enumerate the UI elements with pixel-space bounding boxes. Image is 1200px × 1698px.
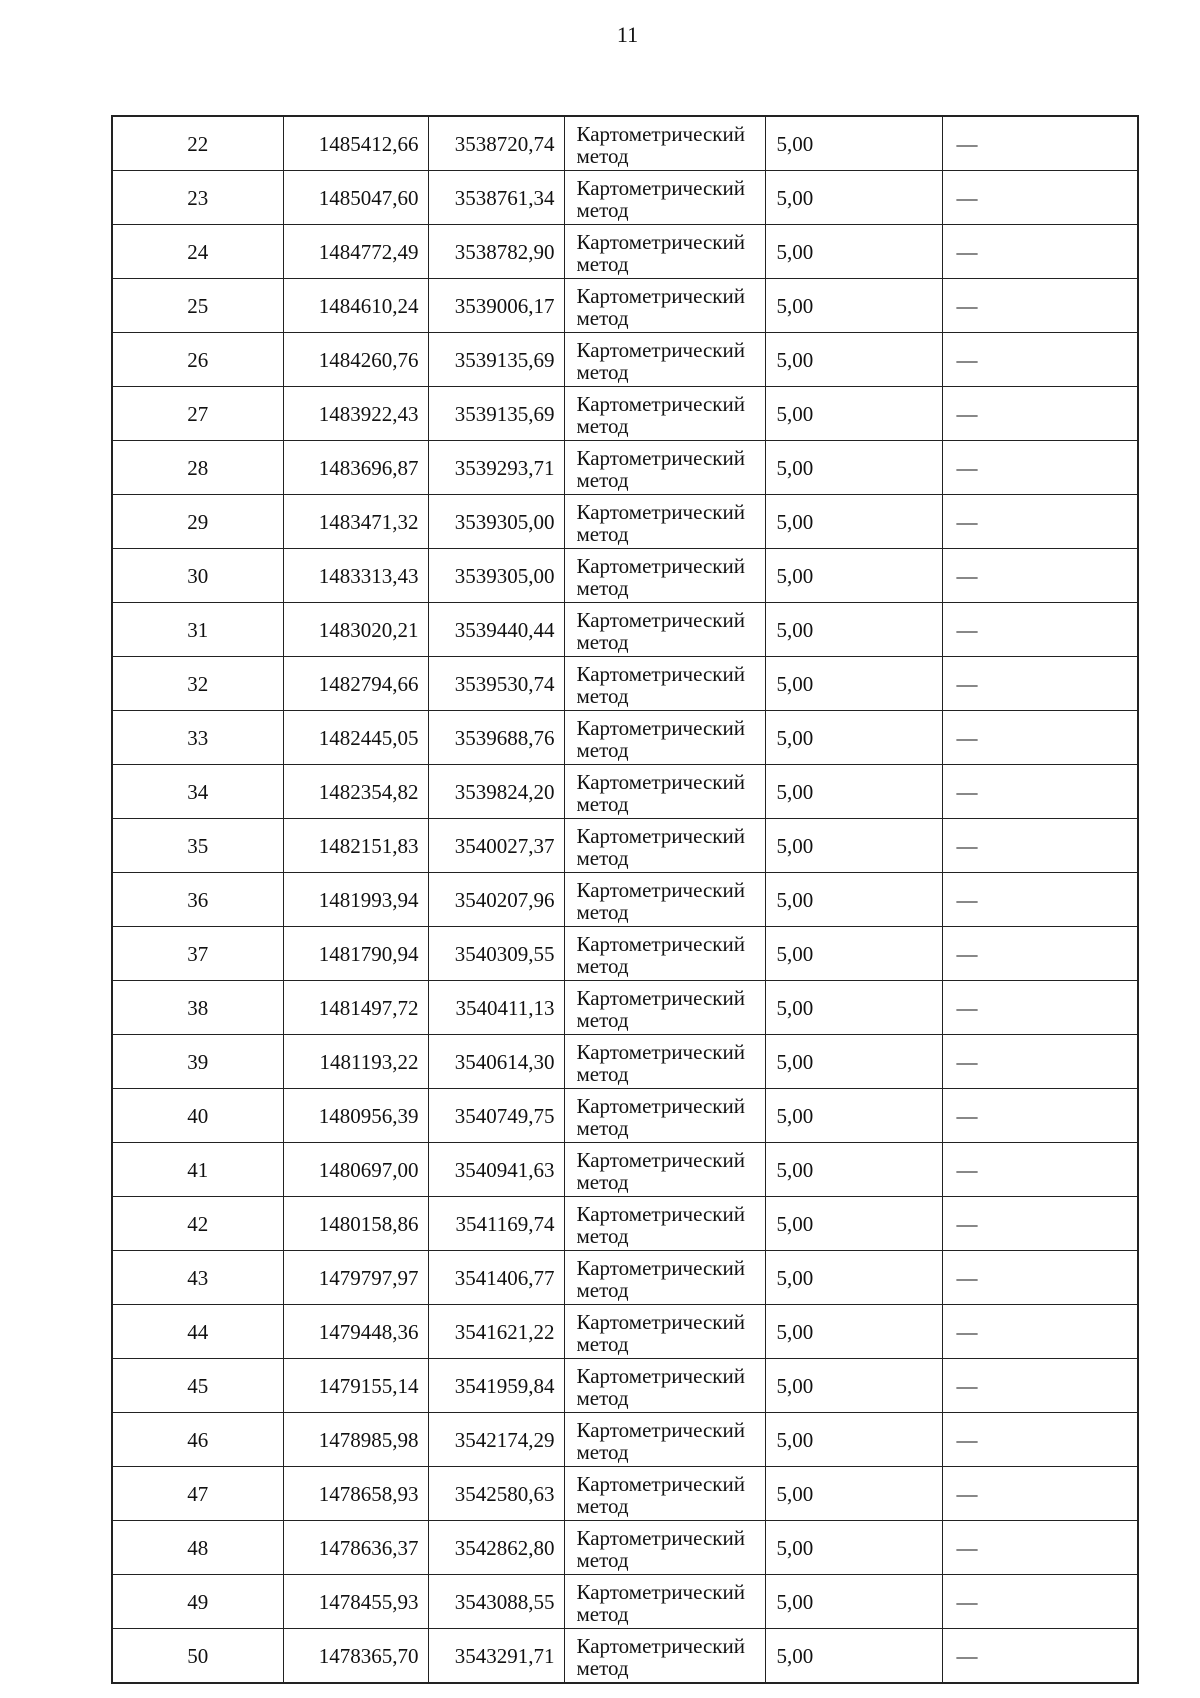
accuracy: 5,00 [765, 1359, 942, 1413]
table-row [112, 1143, 1138, 1197]
coordinate-y: 3538761,34 [428, 171, 564, 225]
note-dash: — [942, 1089, 1138, 1143]
point-number: 27 [112, 387, 283, 441]
table-row [112, 1035, 1138, 1089]
coordinate-y: 3542862,80 [428, 1521, 564, 1575]
point-number: 41 [112, 1143, 283, 1197]
coordinate-y: 3543088,55 [428, 1575, 564, 1629]
method-line-2: метод [576, 1601, 629, 1626]
accuracy: 5,00 [765, 765, 942, 819]
coordinate-x: 1482794,66 [283, 657, 428, 711]
method-line-1: Картометрический [576, 661, 745, 686]
accuracy: 5,00 [765, 981, 942, 1035]
point-number: 23 [112, 171, 283, 225]
point-number: 46 [112, 1413, 283, 1467]
method-line-2: метод [576, 1223, 629, 1248]
accuracy: 5,00 [765, 1197, 942, 1251]
note-dash: — [942, 1359, 1138, 1413]
accuracy: 5,00 [765, 333, 942, 387]
table-row [112, 116, 1138, 171]
coordinate-x: 1481497,72 [283, 981, 428, 1035]
table-row [112, 279, 1138, 333]
method-line-2: метод [576, 791, 629, 816]
method-cell [564, 1089, 765, 1143]
method-cell [564, 657, 765, 711]
coordinate-y: 3543291,71 [428, 1629, 564, 1684]
coordinate-x: 1481193,22 [283, 1035, 428, 1089]
method-cell [564, 1521, 765, 1575]
method-line-1: Картометрический [576, 607, 745, 632]
coordinate-x: 1478658,93 [283, 1467, 428, 1521]
method-line-1: Картометрический [576, 823, 745, 848]
method-cell [564, 1251, 765, 1305]
note-dash: — [942, 171, 1138, 225]
method-line-2: метод [576, 1493, 629, 1518]
coordinate-y: 3540411,13 [428, 981, 564, 1035]
coordinate-x: 1481790,94 [283, 927, 428, 981]
coordinate-x: 1479797,97 [283, 1251, 428, 1305]
coordinate-x: 1481993,94 [283, 873, 428, 927]
table-row [112, 333, 1138, 387]
page-number: 11 [616, 22, 639, 47]
point-number: 44 [112, 1305, 283, 1359]
point-number: 38 [112, 981, 283, 1035]
coordinate-x: 1482354,82 [283, 765, 428, 819]
accuracy: 5,00 [765, 387, 942, 441]
accuracy: 5,00 [765, 1143, 942, 1197]
note-dash: — [942, 1035, 1138, 1089]
method-cell [564, 1359, 765, 1413]
coordinate-x: 1484772,49 [283, 225, 428, 279]
coordinates-table-body [112, 116, 1138, 1683]
point-number: 45 [112, 1359, 283, 1413]
method-line-2: метод [576, 197, 629, 222]
table-row [112, 387, 1138, 441]
method-line-2: метод [576, 1007, 629, 1032]
method-line-2: метод [576, 521, 629, 546]
coordinate-x: 1482445,05 [283, 711, 428, 765]
accuracy: 5,00 [765, 441, 942, 495]
method-cell [564, 1035, 765, 1089]
method-cell [564, 981, 765, 1035]
point-number: 24 [112, 225, 283, 279]
method-line-1: Картометрический [576, 877, 745, 902]
coordinate-y: 3539135,69 [428, 333, 564, 387]
coordinate-x: 1485412,66 [283, 116, 428, 171]
accuracy: 5,00 [765, 1575, 942, 1629]
point-number: 35 [112, 819, 283, 873]
note-dash: — [942, 225, 1138, 279]
point-number: 36 [112, 873, 283, 927]
coordinate-y: 3538782,90 [428, 225, 564, 279]
method-line-1: Картометрический [576, 337, 745, 362]
coordinate-x: 1479155,14 [283, 1359, 428, 1413]
coordinate-x: 1485047,60 [283, 171, 428, 225]
point-number: 40 [112, 1089, 283, 1143]
coordinate-y: 3540614,30 [428, 1035, 564, 1089]
coordinate-x: 1484260,76 [283, 333, 428, 387]
note-dash: — [942, 1305, 1138, 1359]
method-cell [564, 1413, 765, 1467]
note-dash: — [942, 765, 1138, 819]
coordinate-x: 1478636,37 [283, 1521, 428, 1575]
coordinate-y: 3539530,74 [428, 657, 564, 711]
accuracy: 5,00 [765, 225, 942, 279]
coordinate-y: 3541406,77 [428, 1251, 564, 1305]
method-line-1: Картометрический [576, 1039, 745, 1064]
method-cell [564, 549, 765, 603]
coordinate-y: 3542580,63 [428, 1467, 564, 1521]
table-row [112, 711, 1138, 765]
note-dash: — [942, 1521, 1138, 1575]
method-line-2: метод [576, 305, 629, 330]
point-number: 42 [112, 1197, 283, 1251]
method-line-1: Картометрический [576, 1579, 745, 1604]
coordinate-x: 1480158,86 [283, 1197, 428, 1251]
method-line-2: метод [576, 683, 629, 708]
method-line-1: Картометрический [576, 175, 745, 200]
method-cell [564, 441, 765, 495]
coordinate-y: 3541621,22 [428, 1305, 564, 1359]
accuracy: 5,00 [765, 116, 942, 171]
coordinate-y: 3540941,63 [428, 1143, 564, 1197]
table-row [112, 1629, 1138, 1684]
method-line-1: Картометрический [576, 1363, 745, 1388]
coordinate-y: 3542174,29 [428, 1413, 564, 1467]
accuracy: 5,00 [765, 819, 942, 873]
method-cell [564, 333, 765, 387]
table-row [112, 1413, 1138, 1467]
method-line-1: Картометрический [576, 283, 745, 308]
method-line-2: метод [576, 1061, 629, 1086]
point-number: 37 [112, 927, 283, 981]
method-line-1: Картометрический [576, 715, 745, 740]
method-line-1: Картометрический [576, 391, 745, 416]
point-number: 26 [112, 333, 283, 387]
point-number: 32 [112, 657, 283, 711]
coordinate-x: 1479448,36 [283, 1305, 428, 1359]
method-cell [564, 711, 765, 765]
method-line-2: метод [576, 953, 629, 978]
method-line-1: Картометрический [576, 553, 745, 578]
point-number: 33 [112, 711, 283, 765]
point-number: 28 [112, 441, 283, 495]
method-line-1: Картометрический [576, 121, 745, 146]
table-row [112, 225, 1138, 279]
table-row [112, 171, 1138, 225]
table-row [112, 603, 1138, 657]
method-line-2: метод [576, 359, 629, 384]
method-line-1: Картометрический [576, 769, 745, 794]
method-cell [564, 279, 765, 333]
method-line-2: метод [576, 143, 629, 168]
point-number: 43 [112, 1251, 283, 1305]
coordinate-x: 1483471,32 [283, 495, 428, 549]
table-row [112, 1089, 1138, 1143]
accuracy: 5,00 [765, 171, 942, 225]
method-line-1: Картометрический [576, 1093, 745, 1118]
note-dash: — [942, 981, 1138, 1035]
accuracy: 5,00 [765, 279, 942, 333]
coordinate-y: 3541959,84 [428, 1359, 564, 1413]
coordinate-x: 1483922,43 [283, 387, 428, 441]
coordinate-y: 3541169,74 [428, 1197, 564, 1251]
method-line-2: метод [576, 1655, 629, 1680]
method-line-2: метод [576, 1115, 629, 1140]
method-line-1: Картометрический [576, 1309, 745, 1334]
note-dash: — [942, 711, 1138, 765]
coordinates-table [111, 115, 1139, 1684]
method-line-1: Картометрический [576, 931, 745, 956]
method-cell [564, 1629, 765, 1684]
point-number: 47 [112, 1467, 283, 1521]
accuracy: 5,00 [765, 1251, 942, 1305]
coordinate-y: 3539293,71 [428, 441, 564, 495]
accuracy: 5,00 [765, 549, 942, 603]
note-dash: — [942, 387, 1138, 441]
coordinate-y: 3539824,20 [428, 765, 564, 819]
coordinate-y: 3539688,76 [428, 711, 564, 765]
table-row [112, 1251, 1138, 1305]
note-dash: — [942, 603, 1138, 657]
note-dash: — [942, 1467, 1138, 1521]
coordinate-x: 1478985,98 [283, 1413, 428, 1467]
coordinate-y: 3539440,44 [428, 603, 564, 657]
method-cell [564, 116, 765, 171]
method-cell [564, 765, 765, 819]
method-line-2: метод [576, 467, 629, 492]
table-row [112, 981, 1138, 1035]
table-row [112, 549, 1138, 603]
method-line-2: метод [576, 1331, 629, 1356]
method-line-1: Картометрический [576, 1201, 745, 1226]
accuracy: 5,00 [765, 711, 942, 765]
coordinate-y: 3540027,37 [428, 819, 564, 873]
note-dash: — [942, 1197, 1138, 1251]
method-cell [564, 1197, 765, 1251]
coordinate-y: 3540309,55 [428, 927, 564, 981]
method-line-1: Картометрический [576, 1417, 745, 1442]
accuracy: 5,00 [765, 603, 942, 657]
method-cell [564, 387, 765, 441]
method-line-2: метод [576, 899, 629, 924]
method-cell [564, 1575, 765, 1629]
coordinate-x: 1484610,24 [283, 279, 428, 333]
note-dash: — [942, 441, 1138, 495]
table-row [112, 765, 1138, 819]
accuracy: 5,00 [765, 1305, 942, 1359]
coordinate-x: 1483313,43 [283, 549, 428, 603]
method-line-1: Картометрический [576, 1525, 745, 1550]
method-cell [564, 603, 765, 657]
table-row [112, 1575, 1138, 1629]
method-line-2: метод [576, 251, 629, 276]
note-dash: — [942, 927, 1138, 981]
table-row [112, 1197, 1138, 1251]
method-cell [564, 225, 765, 279]
table-row [112, 1467, 1138, 1521]
accuracy: 5,00 [765, 1521, 942, 1575]
point-number: 50 [112, 1629, 283, 1684]
note-dash: — [942, 819, 1138, 873]
method-cell [564, 1143, 765, 1197]
table-row [112, 1305, 1138, 1359]
method-line-2: метод [576, 1439, 629, 1464]
point-number: 34 [112, 765, 283, 819]
accuracy: 5,00 [765, 1467, 942, 1521]
accuracy: 5,00 [765, 873, 942, 927]
method-line-1: Картометрический [576, 445, 745, 470]
note-dash: — [942, 657, 1138, 711]
method-line-1: Картометрический [576, 499, 745, 524]
method-line-2: метод [576, 845, 629, 870]
method-line-2: метод [576, 1277, 629, 1302]
note-dash: — [942, 873, 1138, 927]
point-number: 48 [112, 1521, 283, 1575]
note-dash: — [942, 1413, 1138, 1467]
method-cell [564, 495, 765, 549]
point-number: 39 [112, 1035, 283, 1089]
method-line-1: Картометрический [576, 985, 745, 1010]
method-line-1: Картометрический [576, 1147, 745, 1172]
coordinate-x: 1478365,70 [283, 1629, 428, 1684]
method-cell [564, 1467, 765, 1521]
coordinate-x: 1482151,83 [283, 819, 428, 873]
coordinate-x: 1480697,00 [283, 1143, 428, 1197]
note-dash: — [942, 1251, 1138, 1305]
method-cell [564, 819, 765, 873]
point-number: 29 [112, 495, 283, 549]
accuracy: 5,00 [765, 1089, 942, 1143]
table-row [112, 495, 1138, 549]
note-dash: — [942, 549, 1138, 603]
coordinate-y: 3540749,75 [428, 1089, 564, 1143]
method-line-1: Картометрический [576, 1255, 745, 1280]
point-number: 49 [112, 1575, 283, 1629]
accuracy: 5,00 [765, 495, 942, 549]
point-number: 30 [112, 549, 283, 603]
note-dash: — [942, 1143, 1138, 1197]
table-row [112, 1521, 1138, 1575]
table-row [112, 873, 1138, 927]
table-row [112, 441, 1138, 495]
accuracy: 5,00 [765, 657, 942, 711]
note-dash: — [942, 116, 1138, 171]
method-line-2: метод [576, 575, 629, 600]
method-line-1: Картометрический [576, 1633, 745, 1658]
note-dash: — [942, 495, 1138, 549]
point-number: 25 [112, 279, 283, 333]
point-number: 31 [112, 603, 283, 657]
note-dash: — [942, 1629, 1138, 1684]
coordinate-x: 1478455,93 [283, 1575, 428, 1629]
table-row [112, 657, 1138, 711]
method-line-2: метод [576, 737, 629, 762]
accuracy: 5,00 [765, 927, 942, 981]
method-cell [564, 927, 765, 981]
coordinate-y: 3539006,17 [428, 279, 564, 333]
method-line-2: метод [576, 413, 629, 438]
table-row [112, 927, 1138, 981]
method-cell [564, 171, 765, 225]
note-dash: — [942, 333, 1138, 387]
accuracy: 5,00 [765, 1035, 942, 1089]
method-line-2: метод [576, 1169, 629, 1194]
coordinate-y: 3539305,00 [428, 549, 564, 603]
note-dash: — [942, 279, 1138, 333]
method-line-1: Картометрический [576, 1471, 745, 1496]
point-number: 22 [112, 116, 283, 171]
coordinate-y: 3539305,00 [428, 495, 564, 549]
coordinate-y: 3540207,96 [428, 873, 564, 927]
table-row [112, 819, 1138, 873]
coordinate-y: 3539135,69 [428, 387, 564, 441]
coordinate-x: 1483696,87 [283, 441, 428, 495]
method-cell [564, 873, 765, 927]
method-line-2: метод [576, 1385, 629, 1410]
method-cell [564, 1305, 765, 1359]
accuracy: 5,00 [765, 1413, 942, 1467]
method-line-2: метод [576, 629, 629, 654]
method-line-1: Картометрический [576, 229, 745, 254]
coordinate-x: 1483020,21 [283, 603, 428, 657]
coordinate-y: 3538720,74 [428, 116, 564, 171]
accuracy: 5,00 [765, 1629, 942, 1684]
note-dash: — [942, 1575, 1138, 1629]
method-line-2: метод [576, 1547, 629, 1572]
table-row [112, 1359, 1138, 1413]
coordinate-x: 1480956,39 [283, 1089, 428, 1143]
